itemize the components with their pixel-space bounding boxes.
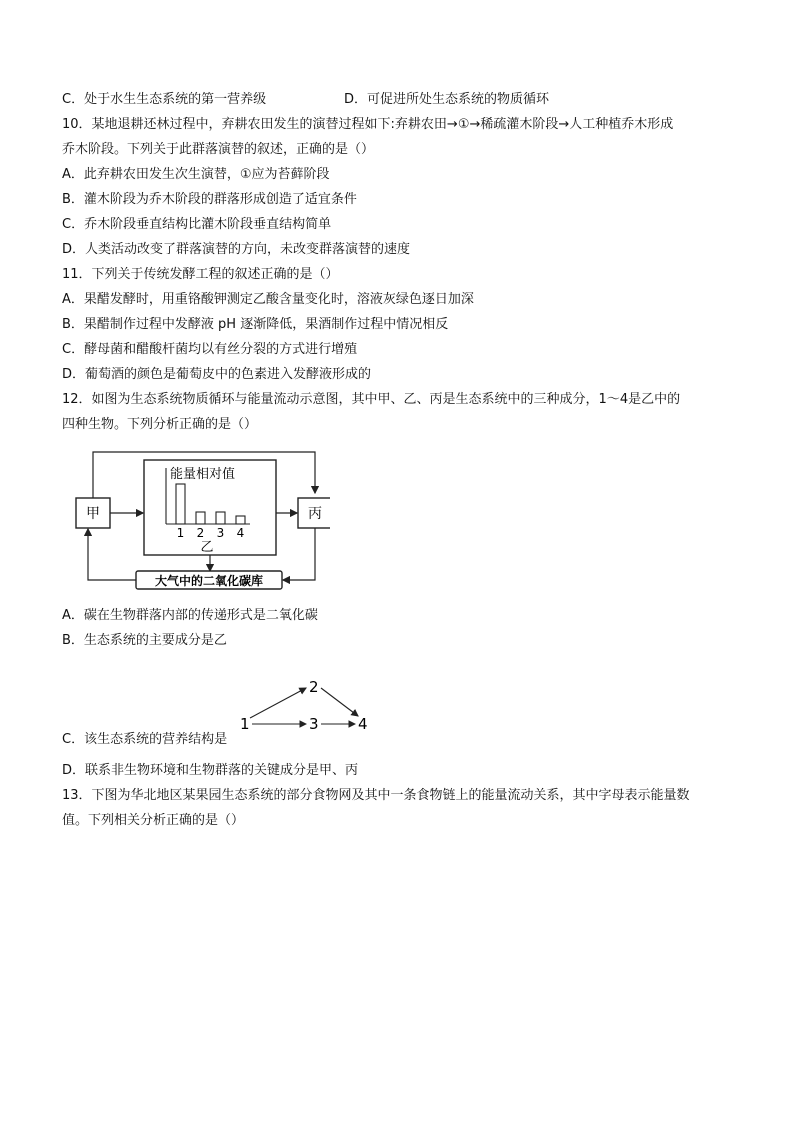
food-web-arrow-1-2 <box>250 688 306 718</box>
flow-line-bottom <box>283 528 315 580</box>
food-web-diagram <box>236 672 376 742</box>
chart-title: 能量相对值 <box>170 467 236 482</box>
q11-option-a: A．果醋发酵时，用重铬酸钾测定乙酸含量变化时，溶液灰绿色逐日加深 <box>62 292 474 307</box>
q10-stem-line2: 乔木阶段。下列关于此群落演替的叙述，正确的是（） <box>62 142 375 157</box>
box-jia-label: 甲 <box>86 506 100 522</box>
q12-option-a: A．碳在生物群落内部的传递形式是二氧化碳 <box>62 608 318 623</box>
chart-x-label: 乙 <box>200 540 214 555</box>
bar-3 <box>216 512 225 524</box>
tick-label-4: 4 <box>236 526 245 540</box>
q12-option-d: D．联系非生物环境和生物群落的关键成分是甲、丙 <box>62 763 359 778</box>
q10-option-b: B．灌木阶段为乔木阶段的群落形成创造了适宜条件 <box>62 192 357 207</box>
food-web-arrow-2-4 <box>321 688 358 716</box>
food-web-node-4: 4 <box>358 715 368 733</box>
q11-option-c: C．酵母菌和醋酸杆菌均以有丝分裂的方式进行增殖 <box>62 342 358 357</box>
q13-stem-line2: 值。下列相关分析正确的是（） <box>62 813 245 828</box>
q10-option-c: C．乔木阶段垂直结构比灌木阶段垂直结构简单 <box>62 217 332 232</box>
food-web-node-1: 1 <box>240 715 250 733</box>
q12-stem-line2: 四种生物。下列分析正确的是（） <box>62 417 258 432</box>
tick-label-3: 3 <box>216 526 225 540</box>
flow-line-co2-jia <box>88 529 136 580</box>
q9-option-d: D．可促进所处生态系统的物质循环 <box>344 92 550 107</box>
food-web-node-2: 2 <box>309 678 319 696</box>
q11-option-b: B．果醋制作过程中发酵液 pH 逐渐降低，果酒制作过程中情况相反 <box>62 317 449 332</box>
q9-option-c: C．处于水生生态系统的第一营养级 <box>62 92 267 107</box>
q12-option-c: C．该生态系统的营养结构是 <box>62 732 228 747</box>
q11-stem: 11．下列关于传统发酵工程的叙述正确的是（） <box>62 267 339 282</box>
bar-4 <box>236 516 245 524</box>
q10-option-a: A．此弃耕农田发生次生演替，①应为苔藓阶段 <box>62 167 330 182</box>
box-bing-label: 丙 <box>308 506 322 522</box>
q12-stem-line1: 12．如图为生态系统物质循环与能量流动示意图，其中甲、乙、丙是生态系统中的三种成分，1～4是乙中的 <box>62 392 681 407</box>
bar-2 <box>196 512 205 524</box>
box-co2-label: 大气中的二氧化碳库 <box>154 574 264 588</box>
food-web-node-3: 3 <box>309 715 319 733</box>
tick-label-1: 1 <box>176 526 185 540</box>
ecosystem-diagram <box>70 440 330 600</box>
q13-stem-line1: 13．下图为华北地区某果园生态系统的部分食物网及其中一条食物链上的能量流动关系，其中字母表示能量数 <box>62 788 690 803</box>
q12-option-b: B．生态系统的主要成分是乙 <box>62 633 227 648</box>
q11-option-d: D．葡萄酒的颜色是葡萄皮中的色素进入发酵液形成的 <box>62 367 372 382</box>
q10-option-d: D．人类活动改变了群落演替的方向，未改变群落演替的速度 <box>62 242 411 257</box>
bar-1 <box>176 484 185 524</box>
tick-label-2: 2 <box>196 526 205 540</box>
q10-stem-line1: 10．某地退耕还林过程中，弃耕农田发生的演替过程如下:弃耕农田→①→稀疏灌木阶段→人工种植乔木形成 <box>62 117 674 132</box>
